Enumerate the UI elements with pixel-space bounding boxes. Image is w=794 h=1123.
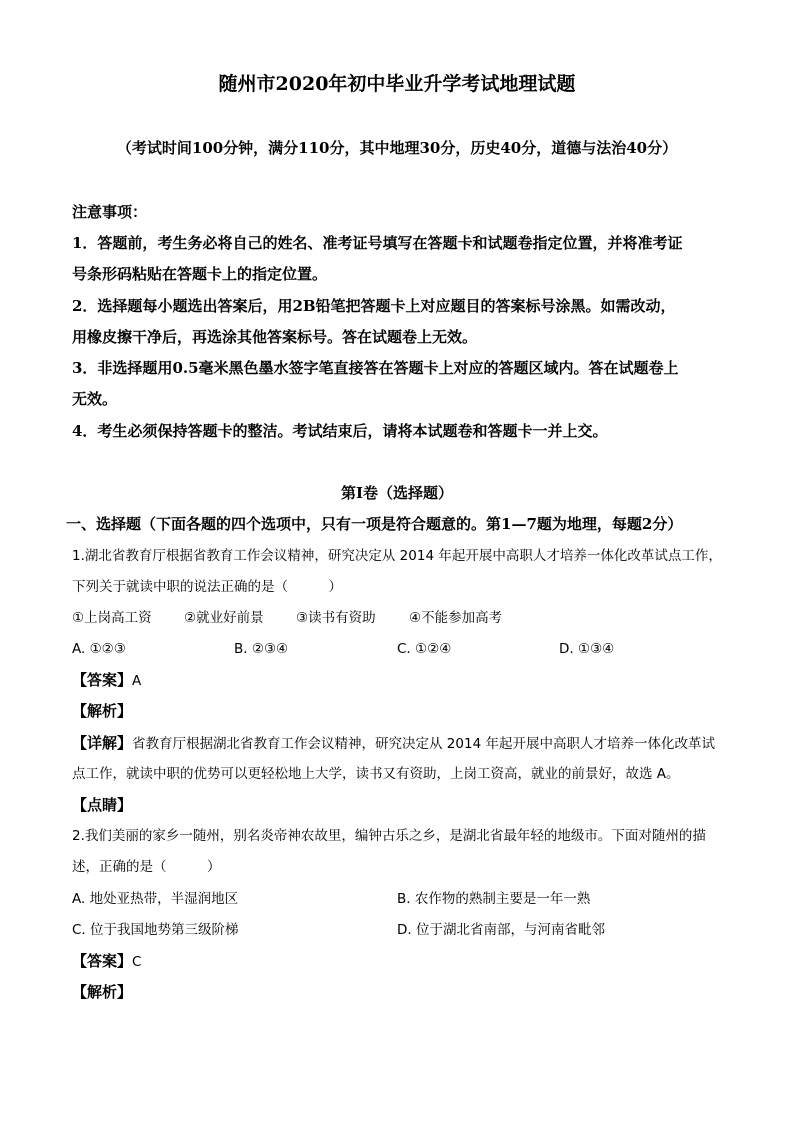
notice-line: 号条形码粘贴在答题卡上的指定位置。 <box>72 265 328 283</box>
q1-option-b: B. ②③④ <box>234 641 289 657</box>
q2-option-d: D. 位于湖北省南部，与河南省毗邻 <box>397 922 605 938</box>
q1-option-a: A. ①②③ <box>72 641 126 657</box>
section-title: 第Ⅰ卷（选择题） <box>340 484 454 502</box>
answer-value: A <box>132 673 142 689</box>
q2-answer-line <box>72 951 141 972</box>
answer-label: 【答案】 <box>72 671 133 689</box>
q2-option-c: C. 位于我国地势第三级阶梯 <box>72 922 239 938</box>
q1-stem: 下列关于就读中职的说法正确的是（ ） <box>72 579 342 595</box>
section-instruction: 一、选择题（下面各题的四个选项中，只有一项是符合题意的。第1—7题为地理，每题2分） <box>66 515 683 533</box>
notice-line: 2．选择题每小题选出答案后，用2B铅笔把答题卡上对应题目的答案标号涂黑。如需改动， <box>72 297 676 315</box>
q1-detail <box>72 733 715 754</box>
answer-label: 【答案】 <box>72 952 133 970</box>
page-title: 随州市2020年初中毕业升学考试地理试题 <box>218 73 576 95</box>
detail-text: 省教育厅根据湖北省教育工作会议精神，研究决定从 2014 年起开展中高职人才培养一体化改革试 <box>132 736 715 752</box>
q1-item: ③读书有资助 <box>296 610 376 626</box>
detail-label: 【详解】 <box>72 734 133 752</box>
notice-line: 4．考生必须保持答题卡的整洁。考试结束后，请将本试题卷和答题卡一并上交。 <box>72 422 608 440</box>
answer-value: C <box>132 954 142 970</box>
notice-line: 用橡皮擦干净后，再选涂其他答案标号。答在试题卷上无效。 <box>72 328 478 346</box>
exam-info: （考试时间100分钟，满分110分，其中地理30分，历史40分，道德与法治40分） <box>116 139 678 157</box>
notice-line: 无效。 <box>72 390 118 408</box>
notice-heading: 注意事项： <box>72 203 148 221</box>
q2-stem: 述，正确的是（ ） <box>72 859 221 875</box>
q1-item: ④不能参加高考 <box>409 610 503 626</box>
notice-line: 3．非选择题用0.5毫米黑色墨水签字笔直接答在答题卡上对应的答题区域内。答在试题卷上 <box>72 359 679 377</box>
q1-stem: 1.湖北省教育厅根据省教育工作会议精神，研究决定从 2014 年起开展中高职人才培养一体化改革试点工作， <box>72 548 722 564</box>
q1-option-c: C. ①②④ <box>397 641 452 657</box>
q1-item: ②就业好前景 <box>184 610 264 626</box>
q1-answer-line <box>72 670 141 691</box>
analysis-label: 【解析】 <box>72 983 133 1001</box>
comment-label: 【点睛】 <box>72 796 133 814</box>
analysis-label: 【解析】 <box>72 702 133 720</box>
q2-stem: 2.我们美丽的家乡一随州，别名炎帝神农故里，编钟古乐之乡，是湖北省最年轻的地级市。下面对随州的描 <box>72 828 706 844</box>
q1-option-d: D. ①③④ <box>559 641 615 657</box>
q1-detail-cont: 点工作，就读中职的优势可以更轻松地上大学，读书又有资助，上岗工资高，就业的前景好，故选 A。 <box>72 766 680 782</box>
q1-item: ①上岗高工资 <box>72 610 152 626</box>
q2-option-a: A. 地处亚热带，半湿润地区 <box>72 891 239 907</box>
notice-line: 1．答题前，考生务必将自己的姓名、准考证号填写在答题卡和试题卷指定位置，并将准考证 <box>72 234 683 252</box>
q2-option-b: B. 农作物的熟制主要是一年一熟 <box>397 891 591 907</box>
